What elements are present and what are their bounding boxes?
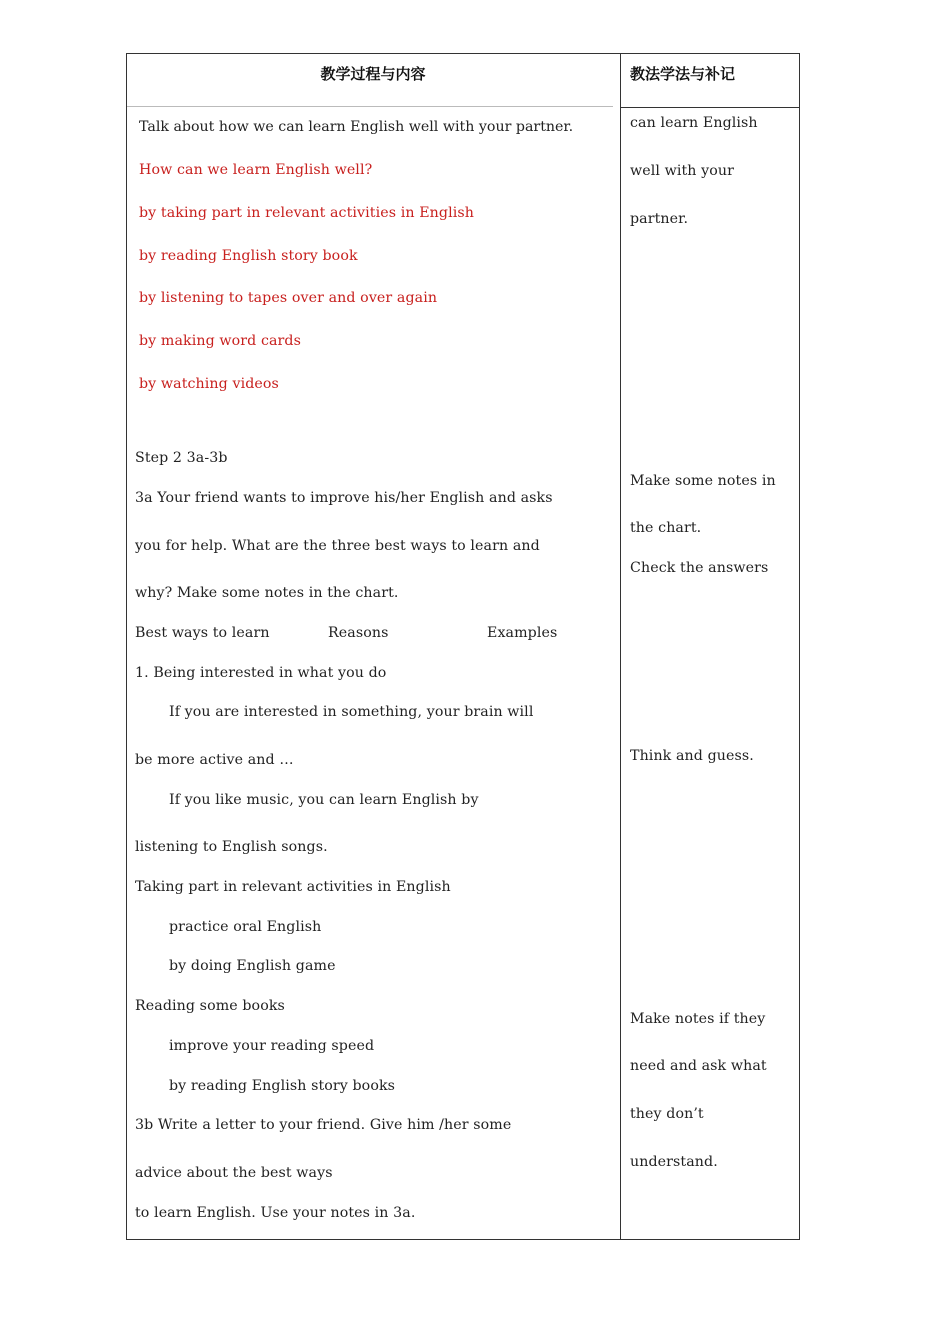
method-note: they don’t [630,1106,704,1122]
chart-header-reasons: Reasons [328,625,389,641]
way-1: 1. Being interested in what you do [135,665,387,681]
method-note: understand. [630,1154,718,1170]
task-3b-line: to learn English. Use your notes in 3a. [135,1205,416,1221]
chart-header-examples: Examples [487,625,558,641]
method-note: Make notes if they [630,1011,766,1027]
method-note: Think and guess. [630,748,754,764]
way-2-detail: practice oral English [169,919,322,935]
answer-item: by listening to tapes over and over again [139,290,438,306]
reason-line: If you are interested in something, your brain will [169,704,534,720]
question-line: How can we learn English well? [139,162,373,178]
task-3a-line: why? Make some notes in the chart. [135,585,399,601]
header-divider-right [621,107,799,108]
chart-header-ways: Best ways to learn [135,625,270,641]
way-3-detail: improve your reading speed [169,1038,375,1054]
header-divider-left [127,106,613,107]
column-divider [620,53,621,1240]
column-header-process: 教学过程与内容 [320,65,426,83]
task-3b-line: 3b Write a letter to your friend. Give him /her some [135,1117,512,1133]
way-2: Taking part in relevant activities in English [135,879,451,895]
method-note: the chart. [630,520,702,536]
method-note: need and ask what [630,1058,767,1074]
way-3-detail: by reading English story books [169,1078,396,1094]
method-note: partner. [630,211,689,227]
task-3b-line: advice about the best ways [135,1165,333,1181]
example-line: listening to English songs. [135,839,328,855]
method-note: Make some notes in [630,473,776,489]
reason-line: be more active and … [135,752,294,768]
way-3: Reading some books [135,998,285,1014]
example-line: If you like music, you can learn English by [169,792,479,808]
answer-item: by making word cards [139,333,301,349]
method-note: well with your [630,163,735,179]
answer-item: by reading English story book [139,248,358,264]
step-heading: Step 2 3a-3b [135,450,228,466]
task-3a-line: you for help. What are the three best ways to learn and [135,538,540,554]
column-header-method: 教法学法与补记 [630,65,736,83]
answer-item: by watching videos [139,376,279,392]
method-note: can learn English [630,115,758,131]
task-3a-line: 3a Your friend wants to improve his/her English and asks [135,490,553,506]
answer-item: by taking part in relevant activities in English [139,205,474,221]
method-note: Check the answers [630,560,769,576]
way-2-detail: by doing English game [169,958,336,974]
intro-line: Talk about how we can learn English well with your partner. [139,119,574,135]
